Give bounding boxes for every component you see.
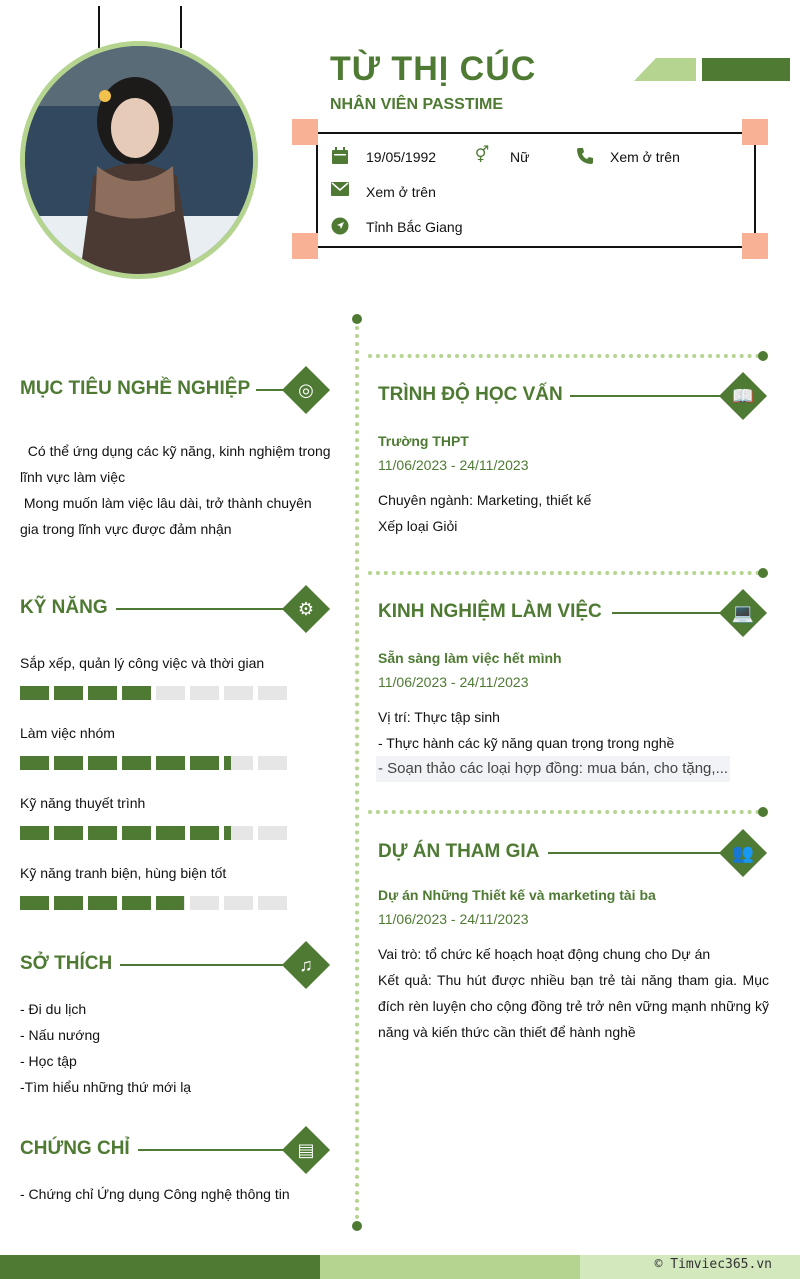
divider-dot xyxy=(758,568,768,578)
section-divider xyxy=(368,354,760,358)
divider-dot xyxy=(758,807,768,817)
skill-bar-segment xyxy=(54,686,83,700)
skill-bar-segment xyxy=(54,756,83,770)
skill-bar-fill xyxy=(190,756,219,770)
skill-bar-fill xyxy=(20,896,49,910)
header-accent-dark xyxy=(702,58,790,81)
experience-date: 11/06/2023 - 24/11/2023 xyxy=(378,674,529,690)
info-box-corner-tl xyxy=(292,119,318,145)
violin-icon: ♫ xyxy=(299,955,313,975)
skill-bar-fill xyxy=(122,756,151,770)
section-title-hobbies: SỞ THÍCH xyxy=(20,953,113,974)
puzzle-icon: ⚙ xyxy=(297,599,315,619)
hobby-item: - Nấu nướng xyxy=(20,1027,101,1043)
skill-bar-fill xyxy=(54,756,83,770)
section-title-skills: KỸ NĂNG xyxy=(20,597,108,618)
avatar xyxy=(25,46,253,274)
project-role: Vai trò: tổ chức kế hoạch hoạt động chung cho Dự án xyxy=(378,946,711,962)
email-icon xyxy=(331,182,349,200)
skill-label: Kỹ năng tranh biện, hùng biện tốt xyxy=(20,865,227,881)
skill-bar xyxy=(20,896,287,910)
skill-bar-segment xyxy=(54,826,83,840)
skill-bar-fill xyxy=(156,826,185,840)
section-rule xyxy=(120,964,286,966)
team-icon: 👥 xyxy=(731,843,755,863)
photo-hanger-left xyxy=(98,6,100,48)
skill-bar-segment xyxy=(20,826,49,840)
experience-position: Vị trí: Thực tập sinh xyxy=(378,709,500,725)
email[interactable]: Xem ở trên xyxy=(366,184,436,200)
section-title-certificates: CHỨNG CHỈ xyxy=(20,1138,130,1159)
skill-bar-segment xyxy=(224,686,253,700)
skill-bar xyxy=(20,686,287,700)
skill-bar-fill xyxy=(224,826,231,840)
skill-bar-segment xyxy=(258,826,287,840)
skill-bar-fill xyxy=(224,756,231,770)
section-divider xyxy=(368,810,760,814)
calendar-icon xyxy=(331,147,349,165)
skill-bar-segment xyxy=(156,686,185,700)
education-date: 11/06/2023 - 24/11/2023 xyxy=(378,457,529,473)
skill-bar-segment xyxy=(122,756,151,770)
skill-bar-fill xyxy=(190,826,219,840)
skill-bar xyxy=(20,756,287,770)
job-title: NHÂN VIÊN PASSTIME xyxy=(330,96,504,113)
skill-bar-fill xyxy=(122,826,151,840)
footer-brand[interactable]: © Timviec365.vn xyxy=(654,1257,772,1272)
footer-bar-mid xyxy=(320,1255,580,1279)
info-box-corner-bl xyxy=(292,233,318,259)
info-box-corner-br xyxy=(742,233,768,259)
divider-dot xyxy=(758,351,768,361)
experience-detail-2: - Soạn thảo các loại hợp đồng: mua bán, cho tặng,... xyxy=(376,756,730,782)
skill-label: Sắp xếp, quản lý công việc và thời gian xyxy=(20,655,265,671)
skill-bar-fill xyxy=(88,686,117,700)
candidate-name: TỪ THỊ CÚC xyxy=(330,50,537,88)
skill-bar-segment xyxy=(258,896,287,910)
hobby-item: -Tìm hiểu những thứ mới lạ xyxy=(20,1079,192,1095)
skill-label: Làm việc nhóm xyxy=(20,725,115,741)
project-name: Dự án Những Thiết kế và marketing tài ba xyxy=(378,887,656,903)
skill-bar-segment xyxy=(224,826,253,840)
skill-bar-fill xyxy=(54,826,83,840)
phone[interactable]: Xem ở trên xyxy=(610,149,680,165)
objective-text-1: Có thể ứng dụng các kỹ năng, kinh nghiệm trong lĩnh vực làm việc xyxy=(20,443,335,485)
target-icon: ◎ xyxy=(298,380,314,400)
section-rule xyxy=(570,395,724,397)
project-result: Kết quả: Thu hút được nhiều bạn trẻ tài năng tham gia. Mục đích rèn luyện cho cộng đồng trẻ trở nên vững mạnh những kỹ năng và kiến thức cần thiết để hành nghề xyxy=(378,972,769,1040)
info-box-right-border xyxy=(754,134,756,246)
book-icon: 📖 xyxy=(731,386,755,406)
skill-label: Kỹ năng thuyết trình xyxy=(20,795,146,811)
skill-bar-segment xyxy=(88,686,117,700)
section-divider xyxy=(368,571,760,575)
photo-hanger-right xyxy=(180,6,182,48)
certificate-item: - Chứng chỉ Ứng dụng Công nghệ thông tin xyxy=(20,1186,290,1202)
skill-bar-segment xyxy=(224,756,253,770)
skill-bar-fill xyxy=(88,756,117,770)
section-rule xyxy=(138,1149,286,1151)
section-rule xyxy=(116,608,286,610)
section-title-education: TRÌNH ĐỘ HỌC VẤN xyxy=(378,384,563,405)
timeline-dot-top xyxy=(352,314,362,324)
timeline-line xyxy=(355,318,359,1228)
section-rule xyxy=(612,612,724,614)
skill-bar xyxy=(20,826,287,840)
skill-bar-segment xyxy=(122,686,151,700)
info-box-left-border xyxy=(316,134,318,246)
skill-bar-segment xyxy=(20,896,49,910)
birthday: 19/05/1992 xyxy=(366,149,437,165)
hobby-item: - Học tập xyxy=(20,1053,77,1069)
certificate-icon: ▤ xyxy=(297,1140,315,1160)
skill-bar-segment xyxy=(190,896,219,910)
info-box-corner-tr xyxy=(742,119,768,145)
objective-text-2: Mong muốn làm việc lâu dài, trở thành chuyên gia trong lĩnh vực được đảm nhận xyxy=(20,495,316,537)
header-accent-light xyxy=(634,58,696,81)
skill-bar-fill xyxy=(122,896,151,910)
education-grade: Xếp loại Giỏi xyxy=(378,518,458,534)
skill-bar-segment xyxy=(88,826,117,840)
skill-bar-fill xyxy=(88,826,117,840)
skill-bar-segment xyxy=(224,896,253,910)
skill-bar-segment xyxy=(88,896,117,910)
skill-bar-segment xyxy=(20,756,49,770)
skill-bar-segment xyxy=(20,686,49,700)
skill-bar-segment xyxy=(258,686,287,700)
skill-bar-segment xyxy=(190,756,219,770)
skill-bar-segment xyxy=(190,686,219,700)
skill-bar-fill xyxy=(88,896,117,910)
address: Tỉnh Bắc Giang xyxy=(366,219,463,235)
laptop-icon: 💻 xyxy=(731,603,755,623)
location-icon xyxy=(331,217,349,235)
skill-bar-fill xyxy=(20,686,49,700)
skill-bar-segment xyxy=(122,896,151,910)
skill-bar-segment xyxy=(54,896,83,910)
skill-bar-fill xyxy=(54,686,83,700)
section-title-objective: MỤC TIÊU NGHỀ NGHIỆP xyxy=(20,378,251,399)
skill-bar-segment xyxy=(88,756,117,770)
skill-bar-fill xyxy=(54,896,83,910)
gender: Nữ xyxy=(510,149,530,165)
skill-bar-segment xyxy=(258,756,287,770)
footer-bar-dark xyxy=(0,1255,320,1279)
experience-company: Sẵn sàng làm việc hết mình xyxy=(378,650,562,666)
skill-bar-segment xyxy=(156,826,185,840)
skill-bar-fill xyxy=(156,756,185,770)
education-major: Chuyên ngành: Marketing, thiết kế xyxy=(378,492,592,508)
experience-detail-1: - Thực hành các kỹ năng quan trọng trong nghề xyxy=(378,735,675,751)
skill-bar-fill xyxy=(156,896,184,910)
skill-bar-fill xyxy=(20,826,49,840)
phone-icon xyxy=(576,147,594,165)
skill-bar-segment xyxy=(122,826,151,840)
education-school: Trường THPT xyxy=(378,433,469,449)
skill-bar-fill xyxy=(20,756,49,770)
skill-bar-segment xyxy=(190,826,219,840)
skill-bar-segment xyxy=(156,896,185,910)
section-rule xyxy=(548,852,724,854)
timeline-dot-bottom xyxy=(352,1221,362,1231)
section-title-experience: KINH NGHIỆM LÀM VIỆC xyxy=(378,601,602,622)
gender-icon: ⚥ xyxy=(474,147,490,164)
hobby-item: - Đi du lịch xyxy=(20,1001,87,1017)
project-date: 11/06/2023 - 24/11/2023 xyxy=(378,911,529,927)
skill-bar-segment xyxy=(156,756,185,770)
skill-bar-fill xyxy=(122,686,151,700)
section-title-projects: DỰ ÁN THAM GIA xyxy=(378,841,540,862)
